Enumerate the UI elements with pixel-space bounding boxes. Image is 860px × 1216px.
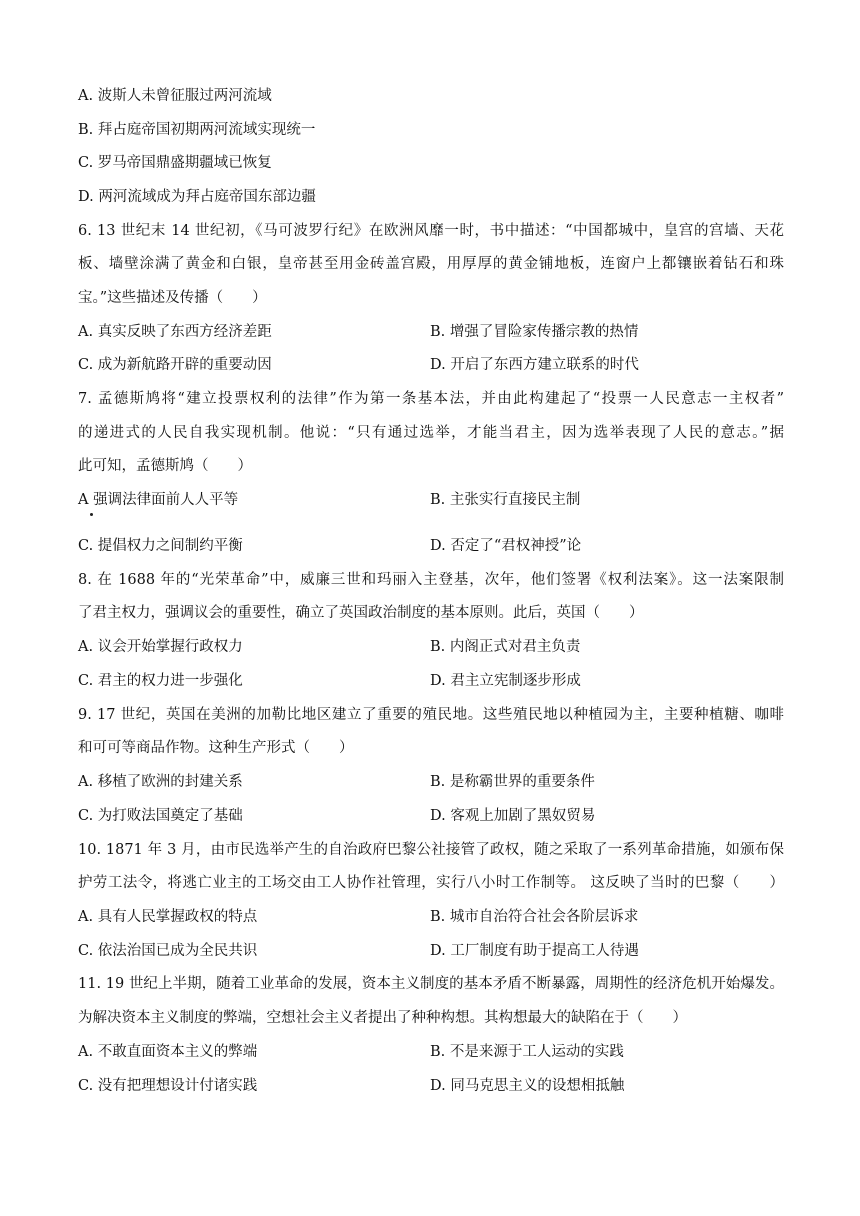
- q9-option-a: A. 移植了欧洲的封建关系: [78, 774, 243, 790]
- q8-option-a: A. 议会开始掌握行政权力: [78, 639, 243, 655]
- q10-option-a: A. 具有人民掌握政权的特点: [78, 909, 258, 925]
- q7-stem-line: 的递进式的人民自我实现机制。他说：“只有通过选举，才能当君主，因为选举表现了人民的意志。”据: [78, 425, 784, 441]
- q8-stem-line: 了君主权力，强调议会的重要性，确立了英国政治制度的基本原则。此后，英国（ ）: [78, 605, 644, 621]
- q5-option-a: A. 波斯人未曾征服过两河流域: [78, 88, 272, 104]
- q11-option-d: D. 同马克思主义的设想相抵触: [430, 1078, 625, 1094]
- q6-stem-line: 6. 13 世纪末 14 世纪初，《马可波罗行纪》在欧洲风靡一时，书中描述：“中国都城中，皇宫的宫墙、天花: [78, 223, 784, 239]
- q9-option-c: C. 为打败法国奠定了基础: [78, 808, 243, 824]
- q9-option-b: B. 是称霸世界的重要条件: [430, 774, 595, 790]
- q6-option-d: D. 开启了东西方建立联系的时代: [430, 357, 639, 373]
- emphasis-dot: [90, 513, 93, 516]
- q6-option-b: B. 增强了冒险家传播宗教的热情: [430, 324, 639, 340]
- q11-stem-line: 11. 19 世纪上半期，随着工业革命的发展，资本主义制度的基本矛盾不断暴露，周期性的经济危机开始爆发。: [78, 976, 784, 992]
- q6-option-c: C. 成为新航路开辟的重要动因: [78, 357, 272, 373]
- q5-option-d: D. 两河流域成为拜占庭帝国东部边疆: [78, 189, 316, 205]
- q10-stem-line: 护劳工法令，将逃亡业主的工场交由工人协作社管理，实行八小时工作制等。 这反映了当时的巴黎（ ）: [78, 875, 784, 891]
- q5-option-b: B. 拜占庭帝国初期两河流域实现统一: [78, 122, 316, 138]
- q8-option-d: D. 君主立宪制逐步形成: [430, 673, 581, 689]
- q10-option-b: B. 城市自治符合社会各阶层诉求: [430, 909, 639, 925]
- q9-stem-line: 9. 17 世纪，英国在美洲的加勒比地区建立了重要的殖民地。这些殖民地以种植园为主，主要种植糖、咖啡: [78, 707, 784, 723]
- q10-option-d: D. 工厂制度有助于提高工人待遇: [430, 943, 639, 959]
- q7-stem-line: 此可知，孟德斯鸠（ ）: [78, 458, 252, 474]
- q7-option-c: C. 提倡权力之间制约平衡: [78, 538, 243, 554]
- q8-option-b: B. 内阁正式对君主负责: [430, 639, 581, 655]
- q8-option-c: C. 君主的权力进一步强化: [78, 673, 243, 689]
- q7-option-b: B. 主张实行直接民主制: [430, 492, 581, 508]
- q6-option-a: A. 真实反映了东西方经济差距: [78, 324, 272, 340]
- q8-stem-line: 8. 在 1688 年的“光荣革命”中，威廉三世和玛丽入主登基，次年，他们签署《权利法案》。这一法案限制: [78, 572, 784, 588]
- q6-stem-line: 宝。”这些描述及传播（ ）: [78, 290, 267, 306]
- q7-option-d: D. 否定了“君权神授”论: [430, 538, 582, 554]
- q9-stem-line: 和可可等商品作物。这种生产形式（ ）: [78, 740, 354, 756]
- q7-option-a: A 强调法律面前人人平等: [78, 492, 239, 508]
- q11-stem-line: 为解决资本主义制度的弊端，空想社会主义者提出了种种构想。其构想最大的缺陷在于（ ）: [78, 1010, 687, 1026]
- q11-option-c: C. 没有把理想设计付诸实践: [78, 1078, 258, 1094]
- q10-stem-line: 10. 1871 年 3 月，由市民选举产生的自治政府巴黎公社接管了政权，随之采取了一系列革命措施，如颁布保: [78, 842, 784, 858]
- q9-option-d: D. 客观上加剧了黑奴贸易: [430, 808, 596, 824]
- q11-option-a: A. 不敢直面资本主义的弊端: [78, 1044, 258, 1060]
- q6-stem-line: 板、墙壁涂满了黄金和白银，皇帝甚至用金砖盖宫殿，用厚厚的黄金铺地板，连窗户上都镶嵌着钻石和珠: [78, 256, 784, 272]
- q5-option-c: C. 罗马帝国鼎盛期疆域已恢复: [78, 155, 272, 171]
- q11-option-b: B. 不是来源于工人运动的实践: [430, 1044, 624, 1060]
- q7-stem-line: 7. 孟德斯鸠将“建立投票权利的法律”作为第一条基本法，并由此构建起了“投票一人民意志一主权者”: [78, 391, 784, 407]
- q10-option-c: C. 依法治国已成为全民共识: [78, 943, 258, 959]
